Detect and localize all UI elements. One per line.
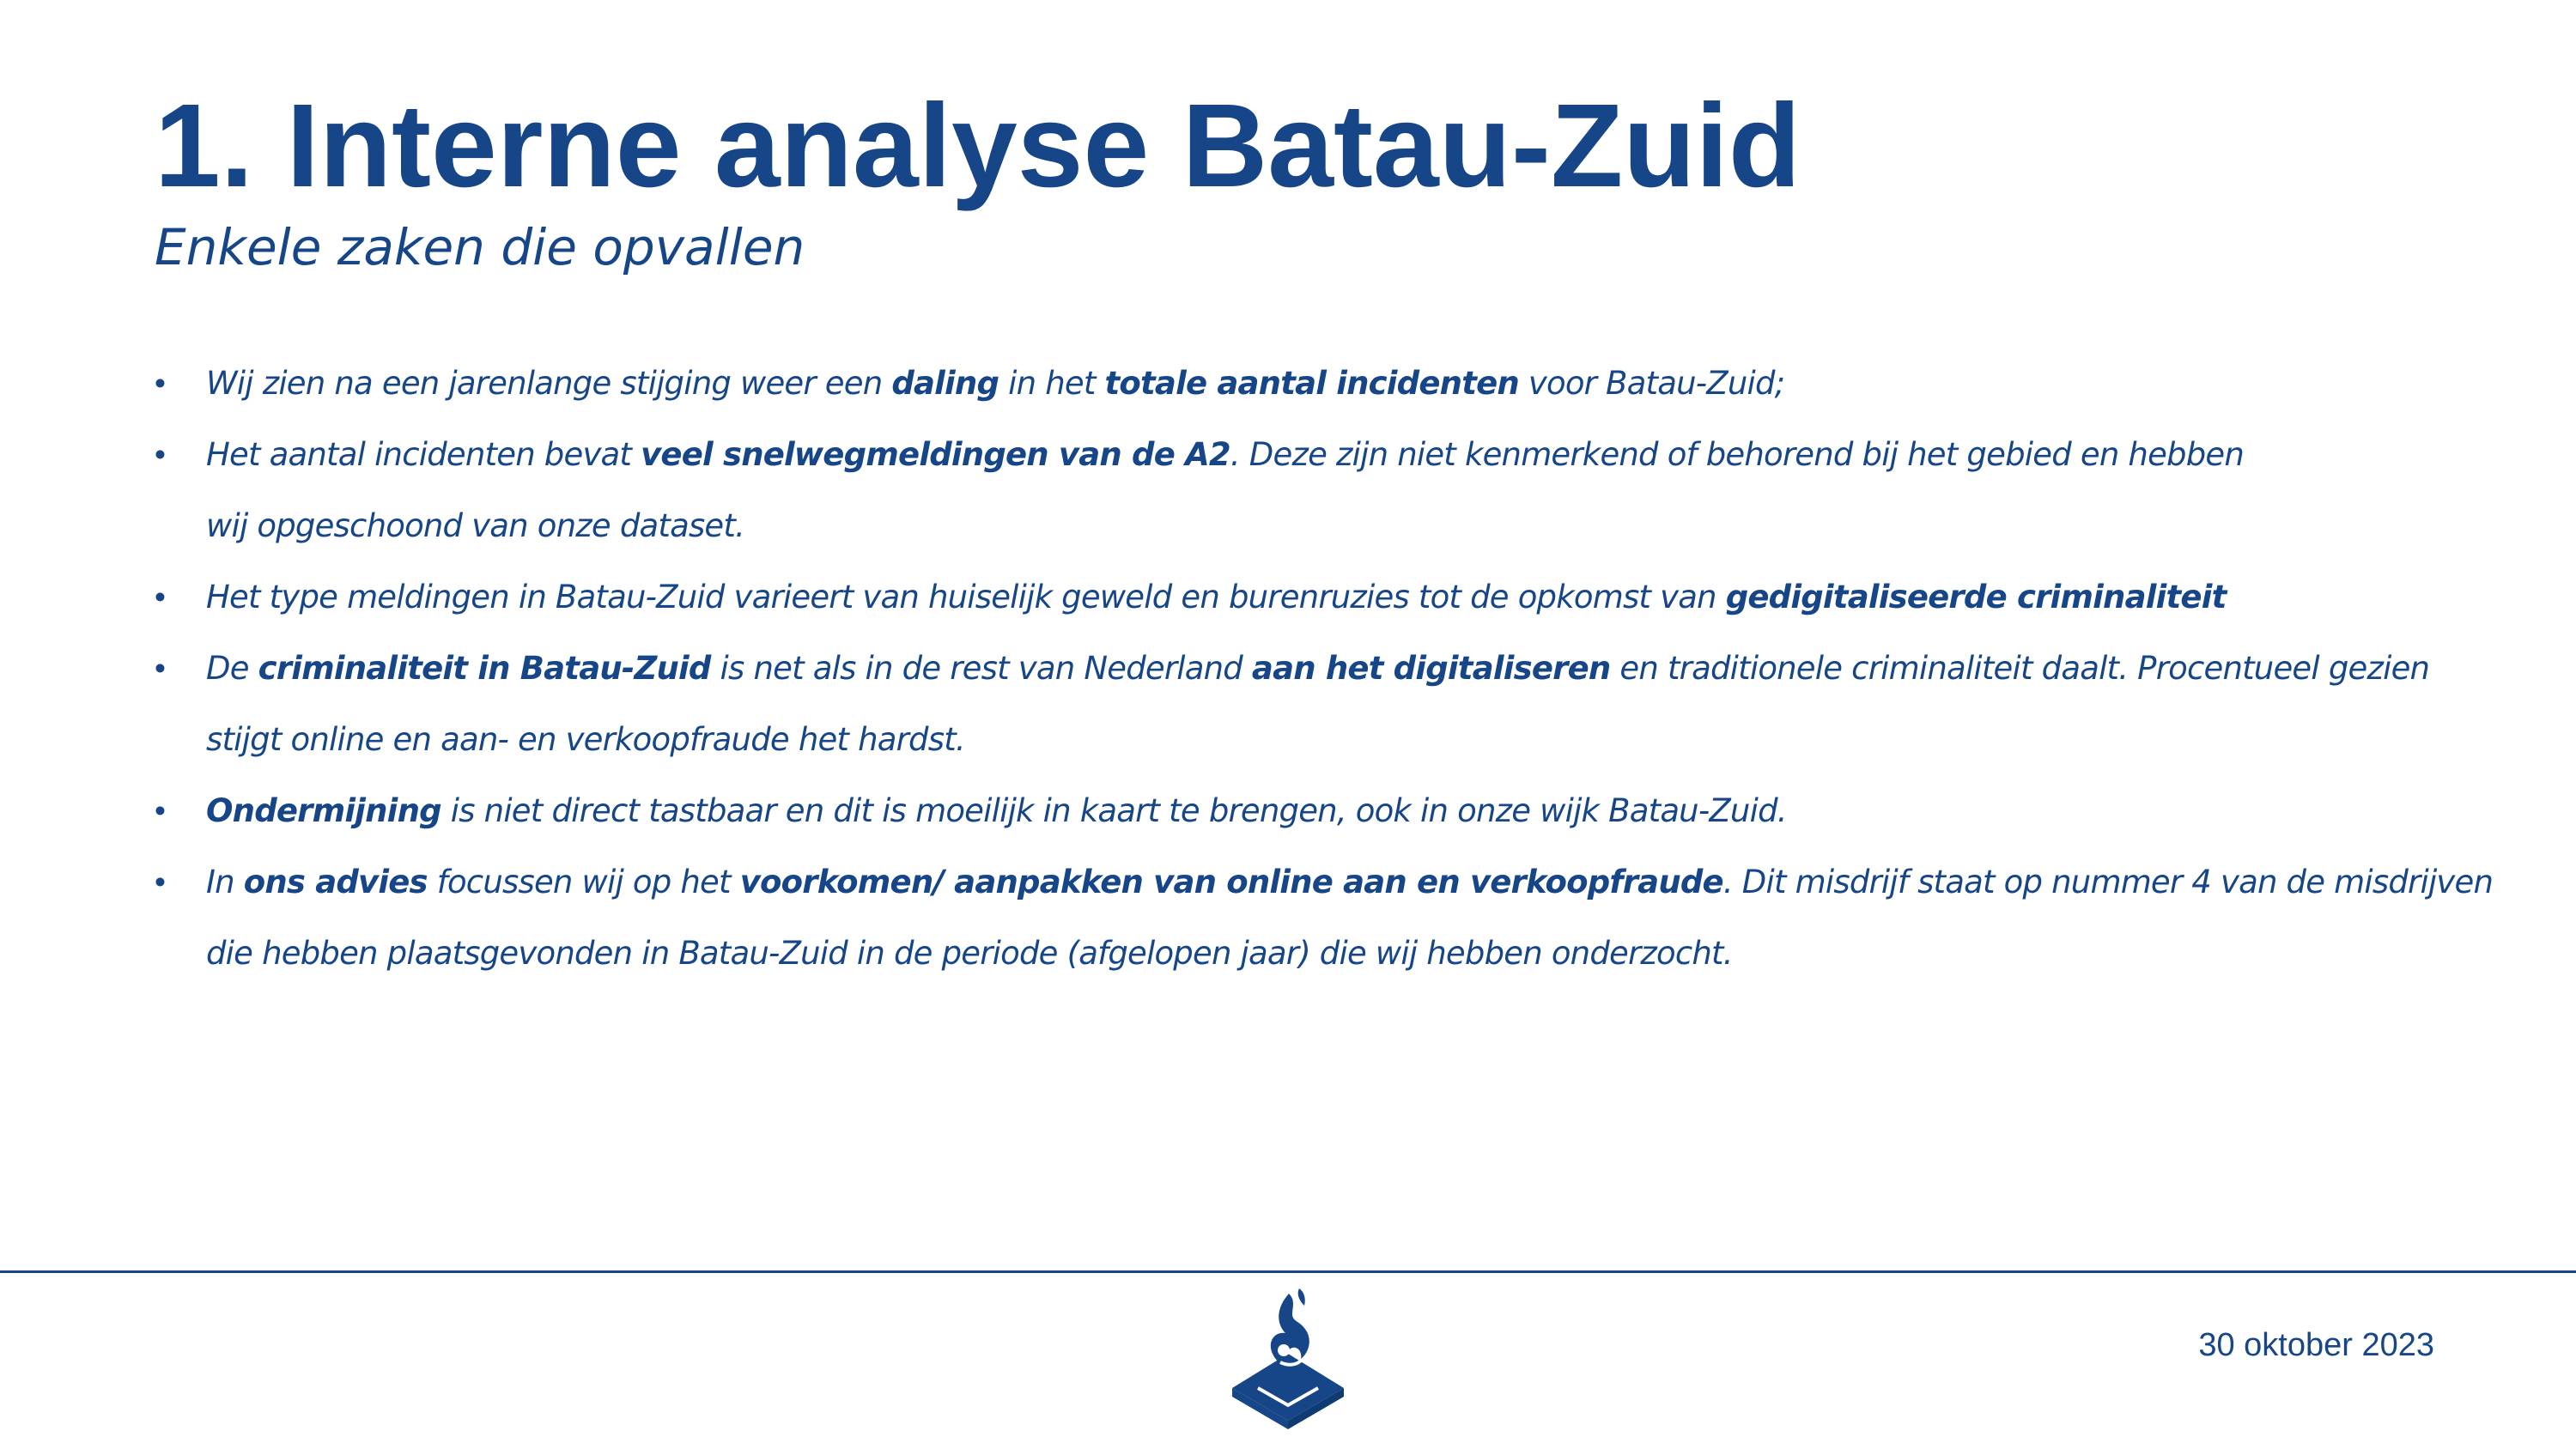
bullet-text: Het aantal incidenten bevat bbox=[206, 436, 641, 473]
bullet-text-bold: daling bbox=[891, 365, 999, 402]
bullet-item bbox=[155, 348, 2524, 419]
bullet-text-bold: totale aantal incidenten bbox=[1104, 365, 1519, 402]
bullet-marker: • bbox=[155, 579, 166, 615]
bullet-item bbox=[155, 775, 2524, 846]
page-subtitle: Enkele zaken die opvallen bbox=[155, 218, 805, 276]
bullet-text: die hebben plaatsgevonden in Batau-Zuid in de periode (afgelopen jaar) die wij hebben onderzocht. bbox=[206, 935, 1733, 972]
bullet-list bbox=[155, 348, 2524, 989]
police-flame-logo-icon bbox=[1224, 1283, 1352, 1438]
bullet-item bbox=[155, 561, 2524, 633]
bullet-marker: • bbox=[155, 864, 166, 900]
bullet-text: en traditionele criminaliteit daalt. Procentueel gezien bbox=[1610, 650, 2430, 687]
bullet-text: Het type meldingen in Batau-Zuid varieert van huiselijk geweld en burenruzies tot de opkomst van bbox=[206, 579, 1726, 615]
bullet-text: focussen wij op het bbox=[427, 864, 740, 900]
bullet-text: In bbox=[206, 864, 244, 900]
bullet-text: . Deze zijn niet kenmerkend of behorend bij het gebied en hebben bbox=[1230, 436, 2245, 473]
bullet-text: is net als in de rest van Nederland bbox=[710, 650, 1252, 687]
bullet-text: wij opgeschoond van onze dataset. bbox=[206, 507, 745, 544]
bullet-text: De bbox=[206, 650, 258, 687]
bullet-marker: • bbox=[155, 651, 166, 686]
bullet-marker: • bbox=[155, 793, 166, 828]
bullet-text: . Dit misdrijf staat op nummer 4 van de misdrijven bbox=[1722, 864, 2494, 900]
bullet-item bbox=[155, 633, 2524, 775]
bullet-text: in het bbox=[999, 365, 1105, 402]
bullet-marker: • bbox=[155, 366, 166, 401]
bullet-text-bold: Ondermijning bbox=[206, 792, 441, 829]
bullet-text-bold: veel snelwegmeldingen van de A2 bbox=[641, 436, 1230, 473]
bullet-text: Wij zien na een jarenlange stijging weer een bbox=[206, 365, 892, 402]
bullet-text-bold: gedigitaliseerde criminaliteit bbox=[1725, 579, 2227, 615]
footer-divider bbox=[0, 1270, 2576, 1273]
bullet-text-bold: ons advies bbox=[243, 864, 428, 900]
page-title: 1. Interne analyse Batau-Zuid bbox=[155, 80, 1801, 212]
bullet-marker: • bbox=[155, 437, 166, 472]
bullet-item bbox=[155, 846, 2524, 989]
bullet-text-bold: aan het digitaliseren bbox=[1251, 650, 1611, 687]
bullet-text: voor Batau-Zuid; bbox=[1518, 365, 1785, 402]
bullet-text-bold: criminaliteit in Batau-Zuid bbox=[258, 650, 711, 687]
bullet-item bbox=[155, 419, 2524, 561]
bullet-text: is niet direct tastbaar en dit is moeilijk in kaart te brengen, ook in onze wijk Batau-Zuid. bbox=[440, 792, 1787, 829]
bullet-text-bold: voorkomen/ aanpakken van online aan en verkoopfraude bbox=[739, 864, 1723, 900]
bullet-text: stijgt online en aan- en verkoopfraude het hardst. bbox=[206, 721, 965, 758]
footer-date: 30 oktober 2023 bbox=[2198, 1327, 2434, 1363]
